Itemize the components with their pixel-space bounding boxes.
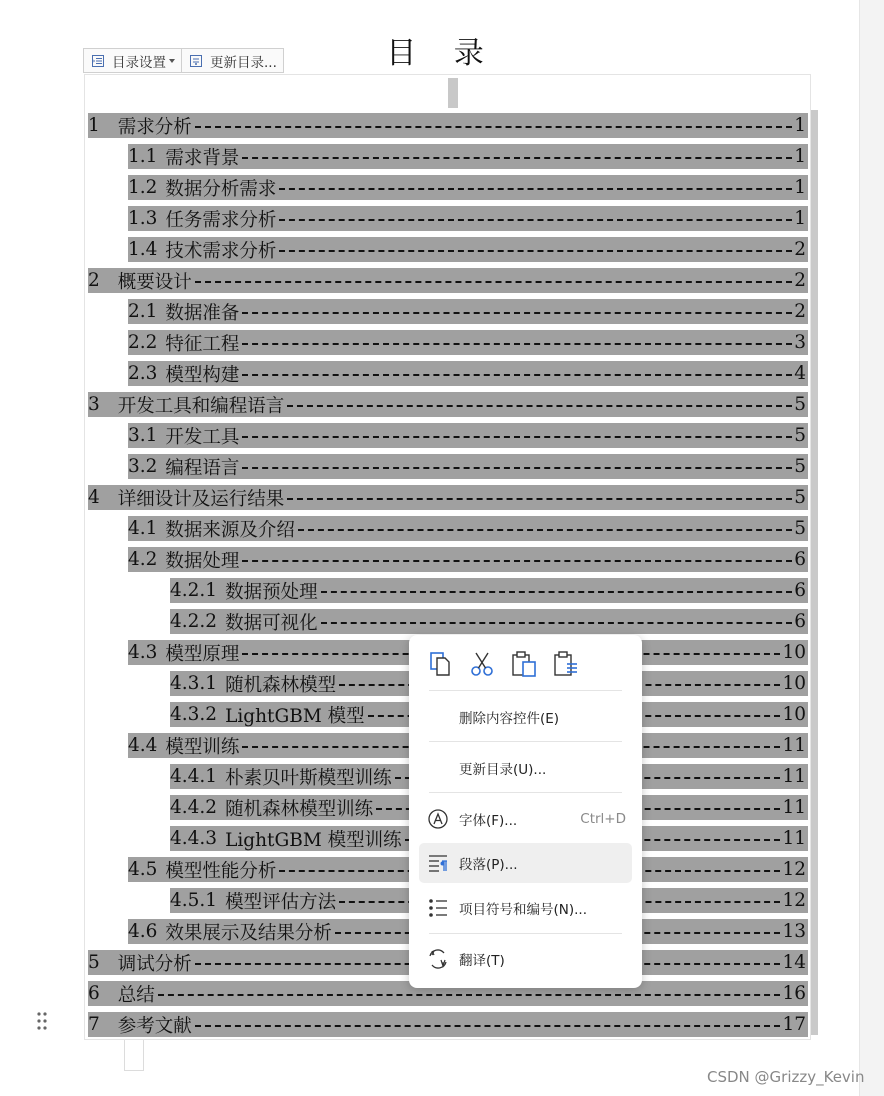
toc-entry-number: 4.2.2: [170, 611, 218, 632]
toc-entry-page: 10: [782, 673, 806, 694]
toc-entry-page: 11: [782, 735, 806, 756]
update-toc-menu-label: 更新目录(U)...: [459, 762, 547, 778]
toc-entry-number: 4.3: [128, 642, 158, 663]
toc-entry-page: 3: [794, 332, 806, 353]
toc-entry-page: 12: [782, 890, 806, 911]
toc-entry-page: 10: [782, 642, 806, 663]
update-toc-label: 更新目录...: [210, 54, 277, 71]
toc-entry-page: 2: [794, 301, 806, 322]
toc-entry-title: 技术需求分析: [165, 240, 277, 262]
toc-entry-number: 4.5: [128, 859, 158, 880]
toc-entry-page: 5: [794, 425, 806, 446]
toc-entry-title: 需求分析: [117, 116, 192, 138]
toc-entry-number: 1.3: [128, 208, 158, 229]
toc-settings-label: 目录设置: [112, 54, 166, 71]
toc-entry-title: 详细设计及运行结果: [117, 488, 285, 510]
toc-entry-page: 6: [794, 611, 806, 632]
toc-entry-title: 开发工具和编程语言: [117, 395, 285, 417]
toc-entry[interactable]: [128, 454, 808, 479]
toc-entry-title: 总结: [117, 984, 155, 1006]
toc-entry-title: 模型构建: [165, 364, 240, 386]
toc-entry-number: 4.2: [128, 549, 158, 570]
toc-entry-title: 任务需求分析: [165, 209, 277, 231]
toc-entry-page: 4: [794, 363, 806, 384]
toc-entry-title: 数据可视化: [225, 612, 318, 634]
toc-entry-page: 1: [794, 146, 806, 167]
toc-entry[interactable]: [128, 175, 808, 200]
toc-entry[interactable]: [88, 1012, 808, 1037]
toc-entry[interactable]: [128, 237, 808, 262]
toc-entry-page: 13: [782, 921, 806, 942]
menu-separator: [429, 741, 622, 742]
toc-leader-dashes: [279, 188, 792, 190]
toc-leader-dashes: [242, 560, 792, 562]
toc-leader-dashes: [242, 374, 792, 376]
toc-entry-title: 数据分析需求: [165, 178, 277, 200]
toc-entry[interactable]: [128, 144, 808, 169]
translate-icon: [427, 948, 449, 970]
toc-entry-number: 4.4.2: [170, 797, 218, 818]
toc-entry-number: 1: [88, 115, 100, 136]
toc-entry[interactable]: [88, 268, 808, 293]
toc-entry[interactable]: [128, 423, 808, 448]
watermark: CSDN @Grizzy_Kevin: [707, 1068, 865, 1086]
bullets-numbering-label: 项目符号和编号(N)...: [459, 902, 588, 918]
toc-entry[interactable]: [170, 578, 808, 603]
toc-entry-number: 5: [88, 952, 100, 973]
paste-icon[interactable]: [509, 649, 539, 679]
toc-entry-number: 4.2.1: [170, 580, 218, 601]
paste-special-icon[interactable]: [551, 649, 581, 679]
toc-entry[interactable]: [88, 485, 808, 510]
toc-entry-title: 编程语言: [165, 457, 240, 479]
toc-entry-page: 12: [782, 859, 806, 880]
context-menu: [409, 635, 642, 988]
paragraph-menu-label: 段落(P)...: [459, 857, 518, 873]
toc-entry-page: 6: [794, 580, 806, 601]
toc-entry-title: 概要设计: [117, 271, 192, 293]
toc-leader-dashes: [242, 467, 792, 469]
toc-leader-dashes: [287, 405, 792, 407]
toc-entry-number: 3.1: [128, 425, 158, 446]
toc-entry-page: 16: [782, 983, 806, 1004]
toc-leader-dashes: [242, 436, 792, 438]
toc-entry-page: 5: [794, 456, 806, 477]
toc-entry-title: 调试分析: [117, 953, 192, 975]
toc-entry-number: 7: [88, 1014, 100, 1035]
toc-entry-number: 4.4.1: [170, 766, 218, 787]
cut-icon[interactable]: [467, 649, 497, 679]
toc-leader-dashes: [195, 1025, 781, 1027]
paragraph-icon: [427, 852, 449, 874]
toc-entry[interactable]: [128, 299, 808, 324]
toc-entry-page: 14: [782, 952, 806, 973]
toc-leader-dashes: [321, 622, 793, 624]
toc-leader-dashes: [242, 312, 792, 314]
toc-entry-title: 数据准备: [165, 302, 240, 324]
toc-entry[interactable]: [128, 330, 808, 355]
toc-entry-number: 1.2: [128, 177, 158, 198]
toc-entry-page: 6: [794, 549, 806, 570]
toc-entry-title: 朴素贝叶斯模型训练: [225, 767, 392, 789]
menu-separator: [429, 792, 622, 793]
toc-leader-dashes: [158, 994, 781, 996]
toc-entry-number: 2.3: [128, 363, 158, 384]
toc-entry-page: 5: [794, 394, 806, 415]
bullet-list-icon: [427, 897, 449, 919]
toc-entry-title: 数据预处理: [225, 581, 318, 603]
copy-icon[interactable]: [425, 649, 455, 679]
toc-entry-number: 3: [88, 394, 100, 415]
toc-entry-title: 特征工程: [165, 333, 240, 355]
toc-entry-title: 需求背景: [165, 147, 240, 169]
toc-entry-number: 4: [88, 487, 100, 508]
toc-entry-number: 4.1: [128, 518, 158, 539]
toc-entry[interactable]: [170, 609, 808, 634]
toc-leader-dashes: [195, 281, 792, 283]
toc-entry-number: 4.4.3: [170, 828, 218, 849]
toc-entry-page: 1: [794, 208, 806, 229]
toc-leader-dashes: [195, 126, 792, 128]
toc-entry-number: 4.5.1: [170, 890, 218, 911]
toc-entry-number: 2: [88, 270, 100, 291]
toc-entry-page: 2: [794, 270, 806, 291]
bullets-numbering-menu-item[interactable]: [419, 888, 632, 928]
toc-leader-dashes: [242, 157, 792, 159]
toc-entry-number: 6: [88, 983, 100, 1004]
toc-entry-title: 模型性能分析: [165, 860, 277, 882]
toc-entry-title: 模型原理: [165, 643, 240, 665]
toc-leader-dashes: [287, 498, 792, 500]
delete-content-control-label: 删除内容控件(E): [459, 711, 560, 727]
font-menu-item[interactable]: [419, 799, 632, 839]
font-menu-label: 字体(F)...: [459, 813, 518, 829]
font-icon: [427, 808, 449, 830]
toc-entry[interactable]: [88, 113, 808, 138]
toc-entry-page: 17: [782, 1014, 806, 1035]
toc-entry-title: LightGBM 模型训练: [225, 829, 402, 851]
toc-entry-page: 1: [794, 177, 806, 198]
toc-leader-dashes: [298, 529, 792, 531]
toc-entry-page: 1: [794, 115, 806, 136]
toc-leader-dashes: [279, 219, 792, 221]
toc-entry-number: 1.4: [128, 239, 158, 260]
toc-entry-number: 4.3.1: [170, 673, 218, 694]
toc-entry-title: 参考文献: [117, 1015, 192, 1037]
toc-entry-title: 模型训练: [165, 736, 240, 758]
toc-entry-number: 1.1: [128, 146, 158, 167]
toc-entry-title: 效果展示及结果分析: [165, 922, 332, 944]
toc-entry-page: 10: [782, 704, 806, 725]
toc-entry-number: 4.4: [128, 735, 158, 756]
toc-entry-page: 11: [782, 766, 806, 787]
toc-entry-title: 随机森林模型: [225, 674, 337, 696]
delete-content-control-item[interactable]: [419, 697, 632, 737]
quick-actions-bar: [409, 649, 642, 683]
toc-entry-title: 模型评估方法: [225, 891, 337, 913]
toc-entry-title: 随机森林模型训练: [225, 798, 374, 820]
toc-entry-number: 2.2: [128, 332, 158, 353]
toc-entry-page: 5: [794, 487, 806, 508]
paragraph-menu-item[interactable]: [419, 843, 632, 883]
toc-leader-dashes: [242, 343, 792, 345]
toc-entry[interactable]: [128, 206, 808, 231]
toc-entry-title: 开发工具: [165, 426, 240, 448]
toc-entry[interactable]: [128, 516, 808, 541]
toc-entry-page: 2: [794, 239, 806, 260]
toc-entry-title: LightGBM 模型: [225, 705, 365, 727]
toc-entry-title: 数据来源及介绍: [165, 519, 295, 541]
translate-menu-item[interactable]: [419, 939, 632, 979]
translate-menu-label: 翻译(T): [459, 953, 505, 969]
toc-entry-page: 11: [782, 828, 806, 849]
toc-leader-dashes: [321, 591, 793, 593]
update-toc-menu-item[interactable]: [419, 748, 632, 788]
toc-entry-number: 4.3.2: [170, 704, 218, 725]
toc-entry-number: 3.2: [128, 456, 158, 477]
toc-entry-title: 数据处理: [165, 550, 240, 572]
toc-leader-dashes: [279, 250, 792, 252]
toc-entry-number: 4.6: [128, 921, 158, 942]
font-shortcut: Ctrl+D: [580, 811, 626, 827]
menu-separator: [429, 933, 622, 934]
toc-entry[interactable]: [88, 392, 808, 417]
toc-entry[interactable]: [128, 361, 808, 386]
document-title: 目 录: [386, 36, 498, 71]
toc-entry-page: 11: [782, 797, 806, 818]
menu-separator: [429, 690, 622, 691]
toc-entry-page: 5: [794, 518, 806, 539]
toc-entry-number: 2.1: [128, 301, 158, 322]
toc-entry[interactable]: [128, 547, 808, 572]
